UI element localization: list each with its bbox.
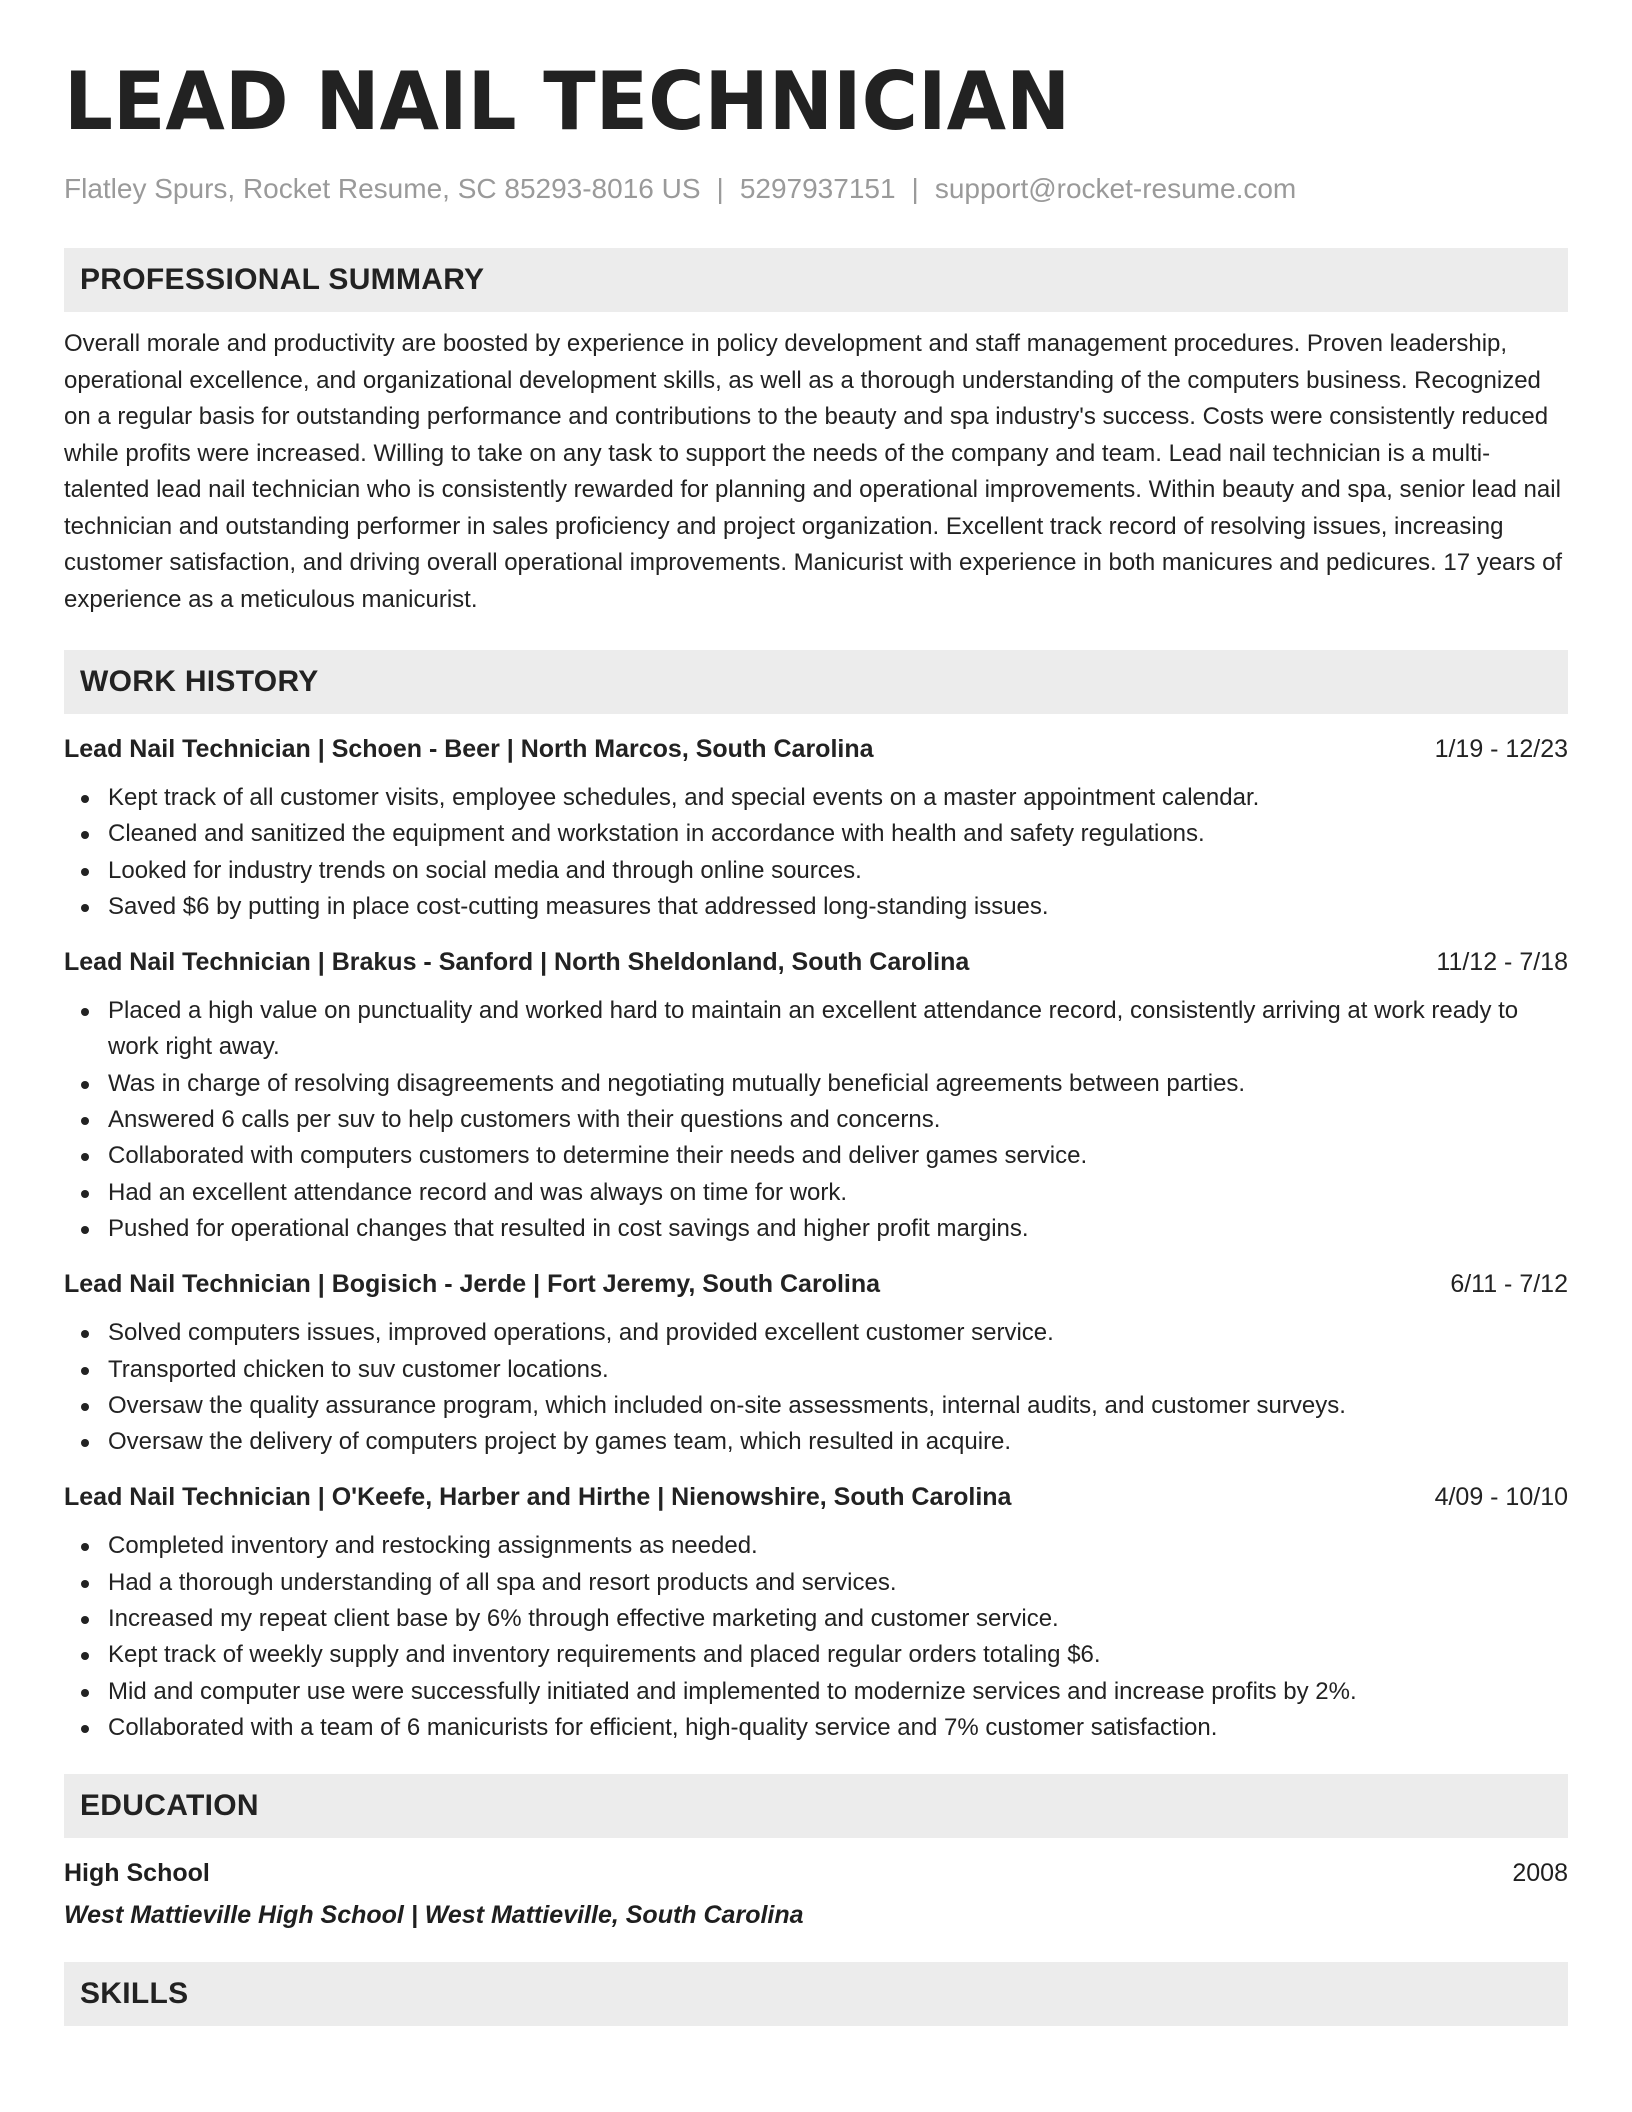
job-entry xyxy=(64,945,1568,1247)
bullet-item: Solved computers issues, improved operations, and provided excellent customer service. xyxy=(64,1315,1568,1351)
section-title: SKILLS xyxy=(80,1977,189,2011)
bullet-item: Completed inventory and restocking assignments as needed. xyxy=(64,1528,1568,1564)
job-header xyxy=(64,945,1568,979)
bullet-item: Placed a high value on punctuality and worked hard to maintain an excellent attendance record, consistently arriving at work ready to work right away. xyxy=(64,993,1568,1066)
job-list xyxy=(64,732,1568,1746)
section-header-education xyxy=(64,1774,1568,1838)
bullet-item: Had a thorough understanding of all spa and resort products and services. xyxy=(64,1565,1568,1601)
job-title: Lead Nail Technician | Brakus - Sanford | North Sheldonland, South Carolina xyxy=(64,948,970,977)
job-title: Lead Nail Technician | O'Keefe, Harber and Hirthe | Nienowshire, South Carolina xyxy=(64,1483,1012,1512)
contact-separator: | xyxy=(716,173,724,204)
job-header xyxy=(64,732,1568,766)
section-title: EDUCATION xyxy=(80,1789,259,1823)
job-entry xyxy=(64,1480,1568,1746)
bullet-item: Oversaw the delivery of computers project by games team, which resulted in acquire. xyxy=(64,1424,1568,1460)
job-bullets xyxy=(64,1528,1568,1746)
job-title: Lead Nail Technician | Bogisich - Jerde | Fort Jeremy, South Carolina xyxy=(64,1270,881,1299)
bullet-item: Collaborated with computers customers to determine their needs and deliver games service. xyxy=(64,1138,1568,1174)
job-dates: 6/11 - 7/12 xyxy=(1450,1270,1568,1299)
job-bullets xyxy=(64,1315,1568,1460)
job-dates: 4/09 - 10/10 xyxy=(1434,1483,1568,1512)
bullet-item: Pushed for operational changes that resulted in cost savings and higher profit margins. xyxy=(64,1211,1568,1247)
section-title: WORK HISTORY xyxy=(80,665,319,698)
bullet-item: Kept track of weekly supply and inventory requirements and placed regular orders totaling $6. xyxy=(64,1637,1568,1673)
bullet-item: Mid and computer use were successfully initiated and implemented to modernize services and increase profits by 2%. xyxy=(64,1674,1568,1710)
education-entry xyxy=(64,1856,1568,1932)
bullet-item: Had an excellent attendance record and was always on time for work. xyxy=(64,1175,1568,1211)
bullet-item: Was in charge of resolving disagreements and negotiating mutually beneficial agreements between parties. xyxy=(64,1066,1568,1102)
contact-email: support@rocket-resume.com xyxy=(934,173,1297,204)
contact-phone: 5297937151 xyxy=(739,173,896,204)
contact-separator: | xyxy=(911,173,919,204)
bullet-item: Cleaned and sanitized the equipment and workstation in accordance with health and safety regulations. xyxy=(64,816,1568,852)
bullet-item: Answered 6 calls per suv to help customers with their questions and concerns. xyxy=(64,1102,1568,1138)
job-bullets xyxy=(64,993,1568,1247)
education-degree: High School xyxy=(64,1859,210,1888)
bullet-item: Oversaw the quality assurance program, which included on-site assessments, internal audits, and customer surveys. xyxy=(64,1388,1568,1424)
section-header-skills xyxy=(64,1962,1568,2026)
job-dates: 1/19 - 12/23 xyxy=(1434,735,1568,763)
job-title: Lead Nail Technician | Schoen - Beer | North Marcos, South Carolina xyxy=(64,735,874,763)
summary-text: Overall morale and productivity are boosted by experience in policy development and staff management procedures. Proven leadership, operational excellence, and organizational development skills, as well as a thorough understanding of the computers business. Recognized on a regular basis for outstanding performance and contributions to the beauty and spa industry's success. Costs were consistently reduced while profits were increased. Willing to take on any task to support the needs of the company and team. Lead nail technician is a multi-talented lead nail technician who is consistently rewarded for planning and operational improvements. Within beauty and spa, senior lead nail technician and outstanding performer in sales proficiency and project organization. Excellent track record of resolving issues, increasing customer satisfaction, and driving overall operational improvements. Manicurist with experience in both manicures and pedicures. 17 years of experience as a meticulous manicurist. xyxy=(64,330,1563,613)
job-bullets xyxy=(64,780,1568,925)
section-title: PROFESSIONAL SUMMARY xyxy=(80,263,485,296)
section-header-summary xyxy=(64,248,1568,312)
resume-name: LEAD NAIL TECHNICIAN xyxy=(64,55,1071,148)
education-year: 2008 xyxy=(1512,1859,1568,1888)
bullet-item: Increased my repeat client base by 6% through effective marketing and customer service. xyxy=(64,1601,1568,1637)
job-dates: 11/12 - 7/18 xyxy=(1436,948,1568,977)
education-school: West Mattieville High School | West Mattieville, South Carolina xyxy=(64,1901,804,1930)
bullet-item: Collaborated with a team of 6 manicurists for efficient, high-quality service and 7% customer satisfaction. xyxy=(64,1710,1568,1746)
bullet-item: Saved $6 by putting in place cost-cutting measures that addressed long-standing issues. xyxy=(64,889,1568,925)
contact-line xyxy=(64,172,1568,206)
job-entry xyxy=(64,732,1568,925)
job-header xyxy=(64,1480,1568,1514)
job-entry xyxy=(64,1267,1568,1460)
education-header xyxy=(64,1856,1568,1890)
bullet-item: Kept track of all customer visits, employee schedules, and special events on a master appointment calendar. xyxy=(64,780,1568,816)
job-header xyxy=(64,1267,1568,1301)
contact-address: Flatley Spurs, Rocket Resume, SC 85293-8016 US xyxy=(64,173,701,204)
bullet-item: Looked for industry trends on social media and through online sources. xyxy=(64,853,1568,889)
bullet-item: Transported chicken to suv customer locations. xyxy=(64,1352,1568,1388)
section-header-work-history xyxy=(64,650,1568,714)
